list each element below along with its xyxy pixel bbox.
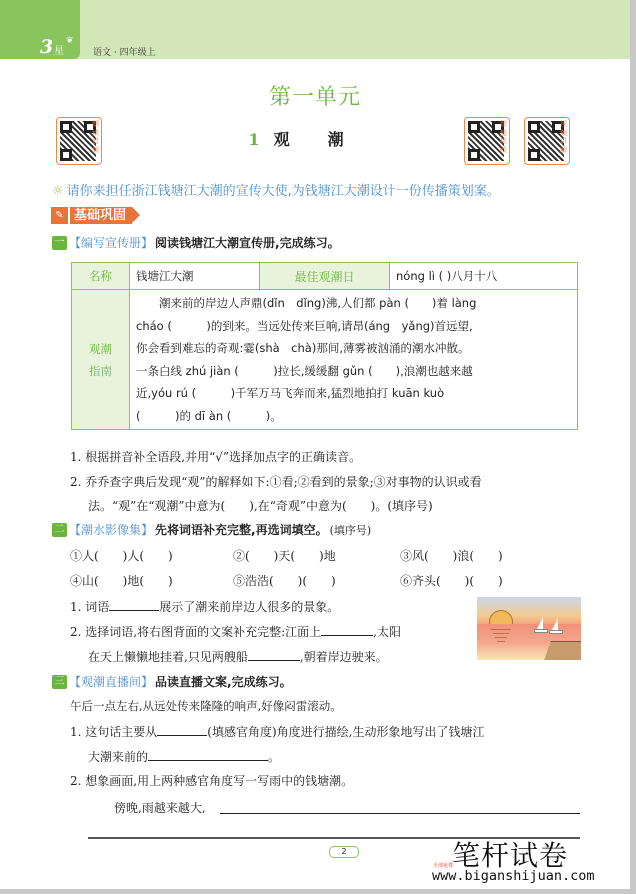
guide-line: 潮来前的岸边人声鼎(dǐn dǐng)沸,人们都 pàn ( )着 làng xyxy=(136,296,477,310)
q1-sub-1: 1. 根据拼音补全语段,并用“√”选择加点字的正确读音。 xyxy=(70,450,361,464)
unit-title: 第一单元 xyxy=(268,85,361,110)
question-text: 先将词语补充完整,再选词填空。 xyxy=(155,523,328,537)
qr-label: 智能批改 xyxy=(500,120,507,154)
name-value: 钱塘江大潮 xyxy=(130,263,260,290)
star-level-number: 3 xyxy=(40,36,54,58)
question-tag: 【观潮直播间】 xyxy=(69,675,154,689)
q1-sub-2: 2. 乔乔查字典后发现“观”的解释如下:①看;②看到的景象;③对事物的认识或看 xyxy=(70,475,482,489)
q3-passage: 午后一点左右,从远处传来隆隆的响声,好像闷雷滚动。 xyxy=(70,699,342,713)
intro-text: 请你来担任浙江钱塘江大潮的宣传大使,为钱塘江大潮设计一份传播策划案。 xyxy=(66,184,500,199)
word-fill-2[interactable]: ②( )天( )地 xyxy=(233,549,336,563)
q3-sub-1-cont: 大潮来前的 。 xyxy=(88,750,281,764)
sailboat-icon xyxy=(552,618,558,630)
brochure-table xyxy=(71,262,578,430)
watermark-title: 笔杆试卷 xyxy=(452,839,569,872)
q2-sub-2: 2. 选择词语,将右图背面的文案补充完整:江面上 ,太阳 xyxy=(70,625,401,639)
question-number-badge: 二 xyxy=(52,523,67,537)
dock-icon xyxy=(543,641,581,660)
star-level-suffix: 星 xyxy=(54,46,64,57)
q3-sub-2-start: 傍晚,雨越来越大, xyxy=(114,801,206,815)
date-value-input[interactable]: nóng lì ( )八月十八 xyxy=(390,263,578,290)
section-label: 基础巩固 xyxy=(70,207,132,224)
question-text: 品读直播文案,完成练习。 xyxy=(155,675,292,689)
word-fill-4[interactable]: ④山( )地( ) xyxy=(70,574,173,588)
watermark-tagline: 全部免费 xyxy=(433,863,454,869)
question-tag: 【编写宣传册】 xyxy=(69,236,154,250)
date-label: 最佳观潮日 xyxy=(260,263,390,290)
guide-line: cháo ( )的到来。当远处传来巨响,请昂(áng yǎng)首远望, xyxy=(136,318,473,333)
qr-label: 视频讲解 xyxy=(560,120,567,154)
question-1-heading xyxy=(52,234,340,251)
leaf-icon: ❦ xyxy=(66,36,74,46)
question-text: 阅读钱塘江大潮宣传册,完成练习。 xyxy=(155,236,340,250)
watermark-url: www.biganshijuan.com xyxy=(432,868,595,884)
sailboat-icon xyxy=(537,617,543,629)
question-3-heading xyxy=(52,673,292,690)
answer-blank[interactable] xyxy=(157,724,207,736)
question-2-heading xyxy=(52,521,371,538)
sunset-boats-illustration xyxy=(477,597,581,660)
word-fill-1[interactable]: ①人( )人( ) xyxy=(70,549,173,563)
lesson-title xyxy=(0,127,630,150)
section-basic-consolidation xyxy=(51,206,132,224)
q3-sub-1: 1. 这句话主要从 (填感官角度)角度进行描绘,生动形象地写出了钱塘江 xyxy=(70,725,485,739)
answer-line-1[interactable] xyxy=(220,813,580,814)
qr-label: 朗读音频 xyxy=(92,120,99,154)
lightbulb-icon: ☼ xyxy=(52,184,64,199)
q2-sub-2-cont: 在天上懒懒地挂着,只见两艘船 ,朝着岸边驶来。 xyxy=(88,650,388,664)
guide-label: 观潮 指南 xyxy=(72,290,130,430)
lesson-name: 观潮 xyxy=(273,130,382,149)
word-fill-3[interactable]: ③风( )浪( ) xyxy=(400,549,503,563)
q2-sub-1: 1. 词语 展示了潮来前岸边人很多的景象。 xyxy=(70,600,340,614)
question-note: (填序号) xyxy=(329,523,372,537)
subject-label: 语文 · 四年级上 xyxy=(93,48,156,58)
star-level-badge xyxy=(0,0,80,59)
answer-blank[interactable] xyxy=(109,599,159,611)
guide-line: 一条白线 zhú jiàn ( )拉长,缓缓翻 gǔn ( ),浪潮也越来越 xyxy=(136,363,473,378)
answer-blank[interactable] xyxy=(248,649,300,661)
lesson-number: 1 xyxy=(248,130,260,149)
question-number-badge: 一 xyxy=(52,236,67,250)
answer-blank[interactable] xyxy=(321,624,373,636)
intro-task xyxy=(52,180,500,199)
guide-line: 近,yóu rú ( )千军万马飞奔而来,猛烈地拍打 kuān kuò xyxy=(136,386,445,400)
guide-line: ( )的 dī àn ( )。 xyxy=(136,408,282,423)
word-fill-6[interactable]: ⑥齐头( )( ) xyxy=(400,574,503,588)
edit-icon: ✎ xyxy=(51,207,68,224)
q3-sub-2: 2. 想象画面,用上两种感官角度写一写雨中的钱塘潮。 xyxy=(70,774,354,788)
name-label: 名称 xyxy=(72,263,130,290)
guide-passage[interactable] xyxy=(130,290,578,430)
guide-line: 你会看到难忘的奇观:霎(shà chà)那间,薄雾被汹涌的潮水冲散。 xyxy=(136,341,470,355)
question-tag: 【潮水影像集】 xyxy=(69,523,154,537)
answer-blank[interactable] xyxy=(148,749,268,761)
question-number-badge: 三 xyxy=(52,675,67,689)
word-fill-5[interactable]: ⑤浩浩( )( ) xyxy=(233,574,336,588)
page-number: 2 xyxy=(329,846,359,858)
q1-sub-2-cont[interactable]: 法。“观”在“观潮”中意为( ),在“奇观”中意为( )。(填序号) xyxy=(88,499,433,513)
